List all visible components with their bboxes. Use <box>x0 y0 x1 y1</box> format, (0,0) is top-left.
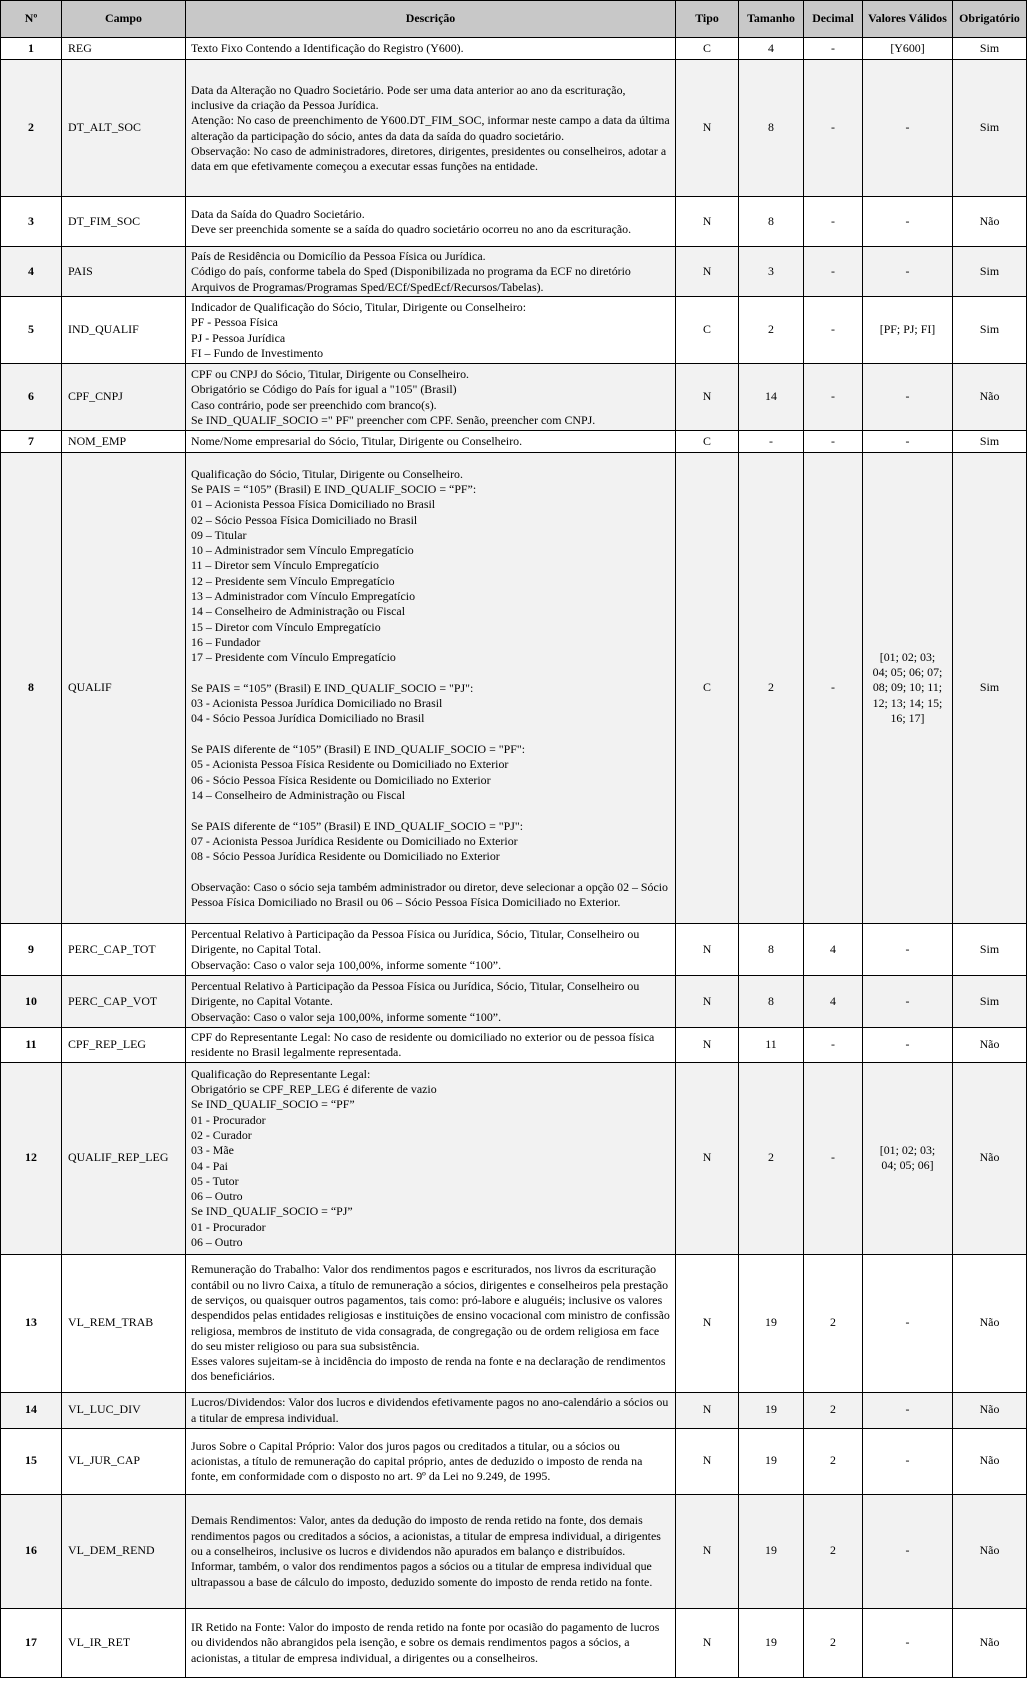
table-row <box>1 364 1027 431</box>
field-description <box>186 431 676 453</box>
required-flag: Sim <box>953 247 1027 297</box>
field-type: N <box>676 1062 739 1254</box>
valid-values-line: 12; 13; 14; 15; <box>872 695 943 710</box>
field-description <box>186 1608 676 1677</box>
field-description <box>186 38 676 60</box>
description-line: Data da Alteração no Quadro Societário. Pode ser uma data anterior ao ano da escrituração, inclusive da criação da Pessoa Jurídica. <box>191 82 626 112</box>
description-line: Nome/Nome empresarial do Sócio, Titular, Dirigente ou Conselheiro. <box>191 434 523 449</box>
description-line: Obrigatório se CPF_REP_LEG é diferente de vazio <box>191 1082 437 1097</box>
description-line: 06 – Outro <box>191 1189 243 1204</box>
field-description <box>186 197 676 247</box>
description-line: Observação: No caso de administradores, diretores, dirigentes, presidentes ou conselheiros, adotar a data em que efetivamente começou a executar essas funções na entidade. <box>191 143 667 174</box>
description-line: 15 – Diretor com Vínculo Empregatício <box>191 619 381 634</box>
row-number: 8 <box>1 453 62 924</box>
valid-values-line: - <box>905 1634 910 1649</box>
field-description <box>186 1494 676 1608</box>
description-line <box>191 666 670 681</box>
description-line: Se IND_QUALIF_SOCIO =" PF" preencher com CPF. Senão, preencher com CNPJ. <box>191 412 596 427</box>
field-type: N <box>676 1608 739 1677</box>
valid-values <box>863 364 953 431</box>
field-size: 8 <box>739 197 804 247</box>
field-size: 2 <box>739 453 804 924</box>
field-name: QUALIF_REP_LEG <box>62 1062 186 1254</box>
field-type: C <box>676 453 739 924</box>
row-number: 12 <box>1 1062 62 1254</box>
valid-values-line: - <box>905 993 910 1008</box>
field-size: 8 <box>739 924 804 976</box>
description-line: 07 - Acionista Pessoa Jurídica Residente ou Domiciliado no Exterior <box>191 833 518 848</box>
description-line: 17 – Presidente com Vínculo Empregatício <box>191 650 396 665</box>
valid-values <box>863 1428 953 1494</box>
valid-values <box>863 38 953 60</box>
required-flag: Não <box>953 1494 1027 1608</box>
table-row <box>1 1392 1027 1428</box>
description-line: 16 – Fundador <box>191 634 261 649</box>
field-decimal: - <box>804 1062 863 1254</box>
field-decimal: 2 <box>804 1392 863 1428</box>
valid-values-line: - <box>905 389 910 404</box>
valid-values <box>863 197 953 247</box>
row-number: 1 <box>1 38 62 60</box>
description-line: 10 – Administrador sem Vínculo Empregatício <box>191 543 414 558</box>
description-line: Obrigatório se Código do País for igual a "105" (Brasil) <box>191 382 457 397</box>
table-row <box>1 1608 1027 1677</box>
description-line: Percentual Relativo à Participação da Pessoa Física ou Jurídica, Sócio, Titular, Conselheiro ou Dirigente, no Capital Total. <box>191 927 640 957</box>
required-flag: Não <box>953 1392 1027 1428</box>
field-type: N <box>676 1494 739 1608</box>
description-line: FI – Fundo de Investimento <box>191 345 324 360</box>
valid-values <box>863 1028 953 1063</box>
description-line: Data da Saída do Quadro Societário. <box>191 206 365 221</box>
field-description <box>186 924 676 976</box>
field-type: N <box>676 247 739 297</box>
table-row <box>1 924 1027 976</box>
field-type: N <box>676 1254 739 1392</box>
table-row <box>1 38 1027 60</box>
required-flag: Sim <box>953 431 1027 453</box>
description-line: 01 – Acionista Pessoa Física Domiciliado no Brasil <box>191 497 436 512</box>
description-line: Texto Fixo Contendo a Identificação do Registro (Y600). <box>191 41 464 56</box>
field-name: VL_JUR_CAP <box>62 1428 186 1494</box>
valid-values-line: - <box>905 941 910 956</box>
field-name: NOM_EMP <box>62 431 186 453</box>
description-line: Se IND_QUALIF_SOCIO = “PJ” <box>191 1204 353 1219</box>
description-line: 03 - Mãe <box>191 1143 234 1158</box>
field-decimal: 2 <box>804 1254 863 1392</box>
field-size: 19 <box>739 1608 804 1677</box>
description-line: 09 – Titular <box>191 527 247 542</box>
field-description <box>186 364 676 431</box>
field-decimal: - <box>804 364 863 431</box>
table-row <box>1 1028 1027 1063</box>
description-line: Qualificação do Representante Legal: <box>191 1066 371 1081</box>
field-type: N <box>676 1028 739 1063</box>
description-line: Se PAIS diferente de “105” (Brasil) E IND_QUALIF_SOCIO = "PJ": <box>191 818 524 833</box>
header-tamanho: Tamanho <box>739 1 804 38</box>
description-line: 11 – Diretor sem Vínculo Empregatício <box>191 558 379 573</box>
header-decimal: Decimal <box>804 1 863 38</box>
field-type: C <box>676 431 739 453</box>
table-row <box>1 431 1027 453</box>
description-line: 12 – Presidente sem Vínculo Empregatício <box>191 573 395 588</box>
field-description <box>186 1428 676 1494</box>
description-line: Se PAIS = “105” (Brasil) E IND_QUALIF_SOCIO = “PF”: <box>191 481 477 496</box>
field-type: N <box>676 364 739 431</box>
valid-values <box>863 1392 953 1428</box>
field-type: N <box>676 60 739 197</box>
field-type: C <box>676 38 739 60</box>
field-decimal: - <box>804 1028 863 1063</box>
description-line: 08 - Sócio Pessoa Jurídica Residente ou Domiciliado no Exterior <box>191 849 500 864</box>
field-type: C <box>676 297 739 364</box>
table-row <box>1 197 1027 247</box>
description-line: 04 - Sócio Pessoa Jurídica Domiciliado no Brasil <box>191 711 425 726</box>
description-line: 03 - Acionista Pessoa Jurídica Domiciliado no Brasil <box>191 696 443 711</box>
valid-values-line: [01; 02; 03; <box>879 1142 936 1157</box>
valid-values-line: [01; 02; 03; <box>879 649 936 664</box>
field-name: PAIS <box>62 247 186 297</box>
field-description <box>186 1392 676 1428</box>
field-size: 3 <box>739 247 804 297</box>
header-tipo: Tipo <box>676 1 739 38</box>
field-size: 19 <box>739 1392 804 1428</box>
description-line: Remuneração do Trabalho: Valor dos rendimentos pagos e escriturados, nos livros da escrituração contábil ou no livro Caixa, a título de remuneração a sócios, dirigentes e conselheiros pela prestação de serviços, ou quaisquer outros pagamentos, tais como: pró-labore e aluguéis; inclusive os valores despendidos pelas entidades religiosas e instituições de ensino vocacional com ministro de confissão religiosa, membros de instituto de vida consagrada, de congregação ou de ordem religiosa em face do seu mister religioso ou para sua subsistência. <box>191 1262 670 1353</box>
table-row <box>1 1254 1027 1392</box>
description-line: Código do país, conforme tabela do Sped (Disponibilizada no programa da ECF no diretório Arquivos de Programas/Programas Sped/ECf/SpedEcf/Recursos/Tabelas). <box>191 264 631 294</box>
field-decimal: - <box>804 453 863 924</box>
description-line: 06 - Sócio Pessoa Física Residente ou Domiciliado no Exterior <box>191 772 491 787</box>
valid-values-line: - <box>905 433 910 448</box>
field-name: REG <box>62 38 186 60</box>
description-line: 01 - Procurador <box>191 1112 266 1127</box>
description-line: 14 – Conselheiro de Administração ou Fiscal <box>191 604 405 619</box>
field-decimal: 2 <box>804 1428 863 1494</box>
row-number: 14 <box>1 1392 62 1428</box>
description-line <box>191 864 670 879</box>
required-flag: Sim <box>953 297 1027 364</box>
description-line: Atenção: No caso de preenchimento de Y600.DT_FIM_SOC, informar neste campo a data da última alteração da participação do sócio, antes da data da saída do quadro societário. <box>191 113 670 143</box>
row-number: 2 <box>1 60 62 197</box>
table-row <box>1 60 1027 197</box>
valid-values-line: - <box>905 1037 910 1052</box>
valid-values <box>863 1608 953 1677</box>
field-type: N <box>676 924 739 976</box>
valid-values-line: [Y600] <box>890 40 925 55</box>
field-description <box>186 453 676 924</box>
field-size: 11 <box>739 1028 804 1063</box>
field-type: N <box>676 976 739 1028</box>
field-name: PERC_CAP_VOT <box>62 976 186 1028</box>
header-obrigatorio: Obrigatório <box>953 1 1027 38</box>
description-line: Observação: Caso o valor seja 100,00%, informe somente “100”. <box>191 957 502 972</box>
field-name: DT_ALT_SOC <box>62 60 186 197</box>
description-line: Observação: Caso o sócio seja também administrador ou diretor, deve selecionar a opção 02 – Sócio Pessoa Física Domiciliado no Brasil ou 06 – Sócio Pessoa Física Domiciliado no Exterior. <box>191 879 668 909</box>
row-number: 6 <box>1 364 62 431</box>
description-line: Percentual Relativo à Participação da Pessoa Física ou Jurídica, Sócio, Titular, Conselheiro ou Dirigente, no Capital Votante. <box>191 979 640 1009</box>
valid-values <box>863 924 953 976</box>
description-line: 06 – Outro <box>191 1235 243 1250</box>
header-valores-validos: Valores Válidos <box>863 1 953 38</box>
description-line: País de Residência ou Domicílio da Pessoa Física ou Jurídica. <box>191 249 486 264</box>
field-size: - <box>739 431 804 453</box>
valid-values-line: - <box>905 1315 910 1330</box>
table-row <box>1 1428 1027 1494</box>
header-num: Nº <box>1 1 62 38</box>
field-name: VL_REM_TRAB <box>62 1254 186 1392</box>
description-line: 02 - Curador <box>191 1128 252 1142</box>
required-flag: Sim <box>953 60 1027 197</box>
field-description <box>186 297 676 364</box>
field-name: VL_LUC_DIV <box>62 1392 186 1428</box>
table-row <box>1 453 1027 924</box>
field-decimal: - <box>804 247 863 297</box>
description-line: Caso contrário, pode ser preenchido com branco(s). <box>191 397 437 412</box>
field-description <box>186 60 676 197</box>
field-decimal: - <box>804 431 863 453</box>
field-name: DT_FIM_SOC <box>62 197 186 247</box>
field-type: N <box>676 197 739 247</box>
valid-values-line: - <box>905 1543 910 1558</box>
field-name: CPF_CNPJ <box>62 364 186 431</box>
field-type: N <box>676 1392 739 1428</box>
field-size: 8 <box>739 60 804 197</box>
valid-values-line: 16; 17] <box>890 710 925 725</box>
description-line: Deve ser preenchida somente se a saída do quadro societário ocorreu no ano da escrituração. <box>191 222 632 236</box>
row-number: 3 <box>1 197 62 247</box>
description-line: 02 – Sócio Pessoa Física Domiciliado no Brasil <box>191 512 418 527</box>
description-line: Se PAIS diferente de “105” (Brasil) E IND_QUALIF_SOCIO = "PF": <box>191 742 526 757</box>
row-number: 7 <box>1 431 62 453</box>
valid-values <box>863 453 953 924</box>
table-body <box>1 38 1027 1678</box>
description-line: IR Retido na Fonte: Valor do imposto de renda retido na fonte por ocasião do pagamento de lucros ou dividendos não abrangidos pela isenção, e sobre os demais rendimentos pagos a sócios, a acionistas, a titular de empresa individual, a dirigentes ou a conselheiros. <box>191 1620 660 1665</box>
field-decimal: 2 <box>804 1494 863 1608</box>
description-line: 13 – Administrador com Vínculo Empregatício <box>191 589 416 604</box>
field-name: IND_QUALIF <box>62 297 186 364</box>
field-decimal: - <box>804 297 863 364</box>
required-flag: Não <box>953 1608 1027 1677</box>
header-row <box>1 1 1027 38</box>
field-decimal: 4 <box>804 924 863 976</box>
valid-values-line: [PF; PJ; FI] <box>879 322 936 337</box>
description-line: 05 - Tutor <box>191 1173 239 1188</box>
table-row <box>1 1062 1027 1254</box>
field-size: 4 <box>739 38 804 60</box>
row-number: 5 <box>1 297 62 364</box>
required-flag: Sim <box>953 453 1027 924</box>
field-description <box>186 1254 676 1392</box>
field-decimal: - <box>804 38 863 60</box>
field-size: 19 <box>739 1494 804 1608</box>
field-name: VL_DEM_REND <box>62 1494 186 1608</box>
row-number: 10 <box>1 976 62 1028</box>
field-decimal: - <box>804 197 863 247</box>
description-line: Esses valores sujeitam-se à incidência do imposto de renda na fonte e na declaração de rendimentos dos beneficiários. <box>191 1354 666 1384</box>
field-name: QUALIF <box>62 453 186 924</box>
description-line: 04 - Pai <box>191 1158 228 1173</box>
field-type: N <box>676 1428 739 1494</box>
required-flag: Não <box>953 1428 1027 1494</box>
description-line: 05 - Acionista Pessoa Física Residente ou Domiciliado no Exterior <box>191 757 509 772</box>
row-number: 13 <box>1 1254 62 1392</box>
required-flag: Sim <box>953 924 1027 976</box>
field-description <box>186 247 676 297</box>
valid-values-line: 04; 05; 06] <box>881 1158 934 1173</box>
required-flag: Não <box>953 1062 1027 1254</box>
valid-values <box>863 1062 953 1254</box>
field-decimal: 4 <box>804 976 863 1028</box>
valid-values-line: - <box>905 263 910 278</box>
required-flag: Não <box>953 1028 1027 1063</box>
description-line: Informar, também, o valor dos rendimentos pagos a sócios ou a titular de empresa individual que ultrapassou a base de cálculo do imposto, deduzido somente do imposto de renda retido na fonte. <box>191 1559 653 1589</box>
table-row <box>1 297 1027 364</box>
valid-values-line: 04; 05; 06; 07; <box>872 665 943 680</box>
field-decimal: - <box>804 60 863 197</box>
table-row <box>1 1494 1027 1608</box>
description-line: CPF do Representante Legal: No caso de residente ou domiciliado no exterior ou de pessoa física residente no Brasil legalmente representada. <box>191 1030 655 1060</box>
valid-values <box>863 1254 953 1392</box>
description-line: Demais Rendimentos: Valor, antes da dedução do imposto de renda retido na fonte, dos demais rendimentos pagos ou creditados a sócios, a acionistas, a titular de empresa individual, a dirigentes ou a conselheiros, inclusive os lucros e dividendos não apurados em balanço e distribuídos. <box>191 1513 661 1558</box>
field-description <box>186 1062 676 1254</box>
table-row <box>1 976 1027 1028</box>
valid-values-line: - <box>905 1453 910 1468</box>
valid-values <box>863 60 953 197</box>
required-flag: Não <box>953 364 1027 431</box>
valid-values <box>863 247 953 297</box>
field-size: 19 <box>739 1254 804 1392</box>
field-description <box>186 1028 676 1063</box>
description-line: Indicador de Qualificação do Sócio, Titular, Dirigente ou Conselheiro: <box>191 299 527 314</box>
required-flag: Não <box>953 1254 1027 1392</box>
header-descricao: Descrição <box>186 1 676 38</box>
field-size: 2 <box>739 297 804 364</box>
description-line: CPF ou CNPJ do Sócio, Titular, Dirigente ou Conselheiro. <box>191 366 469 381</box>
description-line <box>191 727 670 742</box>
description-line: Qualificação do Sócio, Titular, Dirigente ou Conselheiro. <box>191 466 463 481</box>
valid-values <box>863 431 953 453</box>
valid-values-line: - <box>905 213 910 228</box>
valid-values-line: - <box>905 120 910 135</box>
header-campo: Campo <box>62 1 186 38</box>
field-description <box>186 976 676 1028</box>
valid-values <box>863 1494 953 1608</box>
valid-values <box>863 297 953 364</box>
description-line: Lucros/Dividendos: Valor dos lucros e dividendos efetivamente pagos no ano-calendário a sócios ou a titular de empresa individual. <box>191 1395 669 1425</box>
field-decimal: 2 <box>804 1608 863 1677</box>
field-size: 8 <box>739 976 804 1028</box>
valid-values-line: - <box>905 1402 910 1417</box>
row-number: 15 <box>1 1428 62 1494</box>
description-line: 01 - Procurador <box>191 1219 266 1234</box>
valid-values <box>863 976 953 1028</box>
description-line: 14 – Conselheiro de Administração ou Fiscal <box>191 787 405 802</box>
description-line: PF - Pessoa Física <box>191 315 278 330</box>
description-line: Se IND_QUALIF_SOCIO = “PF” <box>191 1097 355 1112</box>
row-number: 16 <box>1 1494 62 1608</box>
field-name: PERC_CAP_TOT <box>62 924 186 976</box>
description-line <box>191 803 670 818</box>
field-size: 2 <box>739 1062 804 1254</box>
required-flag: Não <box>953 197 1027 247</box>
description-line: Observação: Caso o valor seja 100,00%, informe somente “100”. <box>191 1009 502 1024</box>
table-row <box>1 247 1027 297</box>
row-number: 9 <box>1 924 62 976</box>
row-number: 4 <box>1 247 62 297</box>
field-name: CPF_REP_LEG <box>62 1028 186 1063</box>
valid-values-line: 08; 09; 10; 11; <box>872 680 943 695</box>
field-size: 14 <box>739 364 804 431</box>
row-number: 17 <box>1 1608 62 1677</box>
required-flag: Sim <box>953 976 1027 1028</box>
row-number: 11 <box>1 1028 62 1063</box>
description-line: Juros Sobre o Capital Próprio: Valor dos juros pagos ou creditados a titular, ou a sócios ou acionistas, a título de remuneração do capital próprio, antes de deduzido o imposto de renda na fonte, em conformidade com o disposto no art. 9º da Lei no 9.249, de 1995. <box>191 1438 643 1484</box>
field-name: VL_IR_RET <box>62 1608 186 1677</box>
description-line: Se PAIS = “105” (Brasil) E IND_QUALIF_SOCIO = "PJ": <box>191 680 474 695</box>
field-size: 19 <box>739 1428 804 1494</box>
description-line: PJ - Pessoa Jurídica <box>191 330 286 345</box>
required-flag: Sim <box>953 38 1027 60</box>
